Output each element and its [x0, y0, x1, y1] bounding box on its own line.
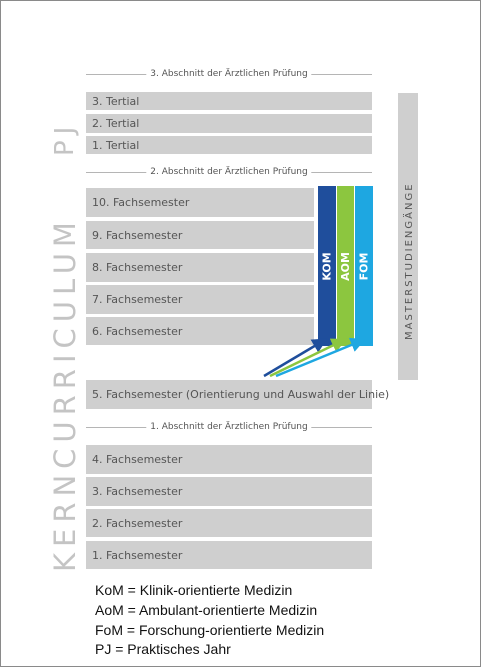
track-kom-label: KOM — [320, 251, 334, 281]
legend-item: AoM = Ambulant-orientierte Medizin — [95, 602, 318, 618]
semester-bar: 1. Fachsemester — [86, 541, 372, 569]
pj-vertical-label: PJ — [50, 120, 80, 156]
legend-item: PJ = Praktisches Jahr — [95, 641, 231, 657]
track-kom-column — [318, 186, 336, 346]
divider-label: 1. Abschnitt der Ärztlichen Prüfung — [146, 421, 311, 433]
divider-label: 2. Abschnitt der Ärztlichen Prüfung — [146, 166, 311, 178]
tertial-bar: 1. Tertial — [86, 136, 372, 154]
divider-first-exam — [86, 421, 372, 433]
tertial-bar: 3. Tertial — [86, 92, 372, 110]
semester-bar: 2. Fachsemester — [86, 509, 372, 537]
kerncurriculum-vertical-label: KERNCURRICULUM — [48, 216, 82, 572]
semester-bar: 10. Fachsemester — [86, 188, 314, 217]
semester-bar: 9. Fachsemester — [86, 221, 314, 249]
divider-third-exam — [86, 68, 372, 80]
track-aom-label: AOM — [339, 251, 352, 281]
legend-item: KoM = Klinik-orientierte Medizin — [95, 582, 293, 598]
semester-bar: 7. Fachsemester — [86, 285, 314, 314]
semester-bar: 3. Fachsemester — [86, 477, 372, 506]
divider-label: 3. Abschnitt der Ärztlichen Prüfung — [146, 68, 311, 80]
orientation-semester-bar: 5. Fachsemester (Orientierung und Auswahl der Linie) — [86, 380, 372, 409]
tertial-bar: 2. Tertial — [86, 114, 372, 133]
legend-item: FoM = Forschung-orientierte Medizin — [95, 622, 325, 638]
semester-bar: 6. Fachsemester — [86, 317, 314, 345]
semester-bar: 4. Fachsemester — [86, 445, 372, 474]
masterstudiengaenge-label: MASTERSTUDIENGÄNGE — [404, 182, 415, 340]
divider-second-exam — [86, 166, 372, 178]
track-fom-label: FOM — [357, 252, 371, 280]
semester-bar: 8. Fachsemester — [86, 253, 314, 282]
track-aom-column — [337, 186, 354, 346]
track-fom-column — [355, 186, 373, 346]
